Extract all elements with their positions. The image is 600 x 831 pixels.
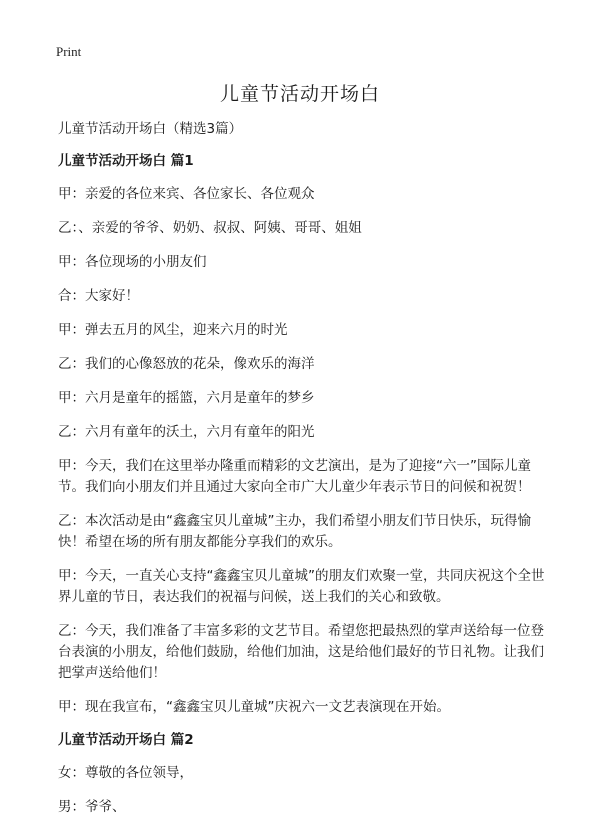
section-heading: 儿童节活动开场白 篇2 [58, 732, 194, 748]
paragraph: 乙：、亲爱的爷爷、奶奶、叔叔、阿姨、哥哥、姐姐 [58, 220, 362, 236]
paragraph: 男：爷爷、 [58, 799, 126, 815]
section-heading: 儿童节活动开场白 篇1 [58, 153, 194, 169]
paragraph: 甲：亲爱的各位来宾、各位家长、各位观众 [58, 186, 315, 202]
section-1 [58, 152, 548, 718]
paragraph: 乙：六月有童年的沃土，六月有童年的阳光 [58, 424, 315, 440]
paragraph: 甲：现在我宣布，“鑫鑫宝贝儿童城”庆祝六一文艺表演现在开始。 [58, 699, 450, 715]
paragraph: 乙：我们的心像怒放的花朵，像欢乐的海洋 [58, 356, 315, 372]
paragraph: 甲：弹去五月的风尘，迎来六月的时光 [58, 322, 288, 338]
document-body [58, 120, 548, 831]
paragraph: 甲：六月是童年的摇篮，六月是童年的梦乡 [58, 390, 315, 406]
print-label: Print [56, 44, 82, 59]
paragraph: 合：大家好！ [58, 288, 139, 304]
document-title: 儿童节活动开场白 [219, 83, 380, 105]
paragraph: 甲：各位现场的小朋友们 [58, 254, 207, 270]
paragraph: 甲：今天，一直关心支持“鑫鑫宝贝儿童城”的朋友们欢聚一堂，共同庆祝这个全世界儿童的节日，表达我们的祝福与问候，送上我们的关心和致敬。 [58, 568, 545, 605]
paragraph: 甲：今天，我们在这里举办隆重而精彩的文艺演出，是为了迎接“六一”国际儿童节。我们向小朋友们并且通过大家向全市广大儿童少年表示节日的问候和祝贺！ [58, 458, 531, 495]
paragraph: 乙：本次活动是由“鑫鑫宝贝儿童城”主办，我们希望小朋友们节日快乐，玩得愉快！希望在场的所有朋友都能分享我们的欢乐。 [58, 513, 531, 550]
paragraph: 女：尊敬的各位领导， [58, 765, 193, 781]
document-subtitle: 儿童节活动开场白（精选3篇） [58, 121, 243, 137]
paragraph: 乙：今天，我们准备了丰富多彩的文艺节目。希望您把最热烈的掌声送给每一位登台表演的小朋友，给他们鼓励，给他们加油，这是给他们最好的节日礼物。让我们把掌声送给他们！ [58, 623, 544, 681]
section-2 [58, 731, 548, 818]
